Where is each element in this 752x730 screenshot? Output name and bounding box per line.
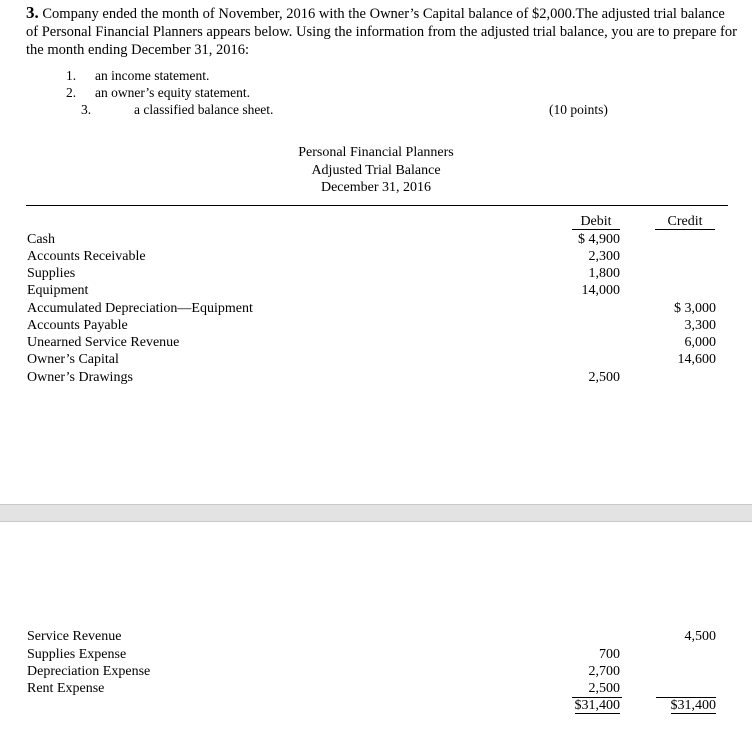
account-name: Owner’s Capital — [27, 352, 119, 367]
credit-amount: $ 3,000 — [674, 301, 716, 316]
account-name: Unearned Service Revenue — [27, 335, 180, 350]
account-name: Supplies — [27, 266, 76, 281]
account-name: Service Revenue — [27, 629, 122, 644]
question-text — [26, 4, 738, 59]
header-rule — [26, 205, 728, 206]
debit-amount: 1,800 — [588, 266, 620, 281]
account-name: Cash — [27, 232, 55, 247]
account-name: Rent Expense — [27, 681, 105, 696]
credit-amount: 14,600 — [677, 352, 716, 367]
item-1-label: an income statement. — [95, 68, 210, 83]
account-name: Equipment — [27, 283, 89, 298]
question-body: Company ended the month of November, 2016 with the Owner’s Capital balance of $2,000.The adjusted trial balance of Personal Financial Planners appears below. Using the information from the adjusted trial balance, you are to prepare for the month ending December 31, 2016: — [26, 6, 737, 58]
account-name: Depreciation Expense — [27, 664, 151, 679]
account-name: Accounts Payable — [27, 318, 128, 333]
item-2-label: an owner’s equity statement. — [95, 85, 250, 100]
points-label: (10 points) — [549, 102, 608, 117]
credit-header: Credit — [655, 214, 715, 230]
item-2-number: 2. — [66, 85, 77, 100]
question-number: 3. — [26, 3, 39, 22]
debit-amount: 2,700 — [588, 664, 620, 679]
debit-amount: 14,000 — [581, 283, 620, 298]
debit-amount: 2,500 — [588, 681, 620, 696]
debit-amount: 2,500 — [588, 370, 620, 385]
debit-header: Debit — [572, 214, 620, 230]
credit-amount: 3,300 — [684, 318, 716, 333]
credit-amount: 6,000 — [684, 335, 716, 350]
item-3-label: a classified balance sheet. — [134, 102, 274, 117]
debit-amount: $ 4,900 — [578, 232, 620, 247]
account-name: Accounts Receivable — [27, 249, 146, 264]
account-name: Accumulated Depreciation—Equipment — [27, 301, 253, 316]
debit-total: $31,400 — [574, 698, 620, 713]
debit-amount: 700 — [599, 647, 620, 662]
item-1-number: 1. — [66, 68, 77, 83]
item-3-number: 3. — [81, 102, 92, 117]
credit-amount: 4,500 — [684, 629, 716, 644]
debit-amount: 2,300 — [588, 249, 620, 264]
statement-date: December 31, 2016 — [320, 180, 432, 195]
page-break-band — [0, 504, 752, 522]
account-name: Supplies Expense — [27, 647, 127, 662]
statement-title: Adjusted Trial Balance — [311, 163, 441, 178]
account-name: Owner’s Drawings — [27, 370, 133, 385]
company-name: Personal Financial Planners — [298, 145, 454, 160]
credit-total: $31,400 — [670, 698, 716, 713]
